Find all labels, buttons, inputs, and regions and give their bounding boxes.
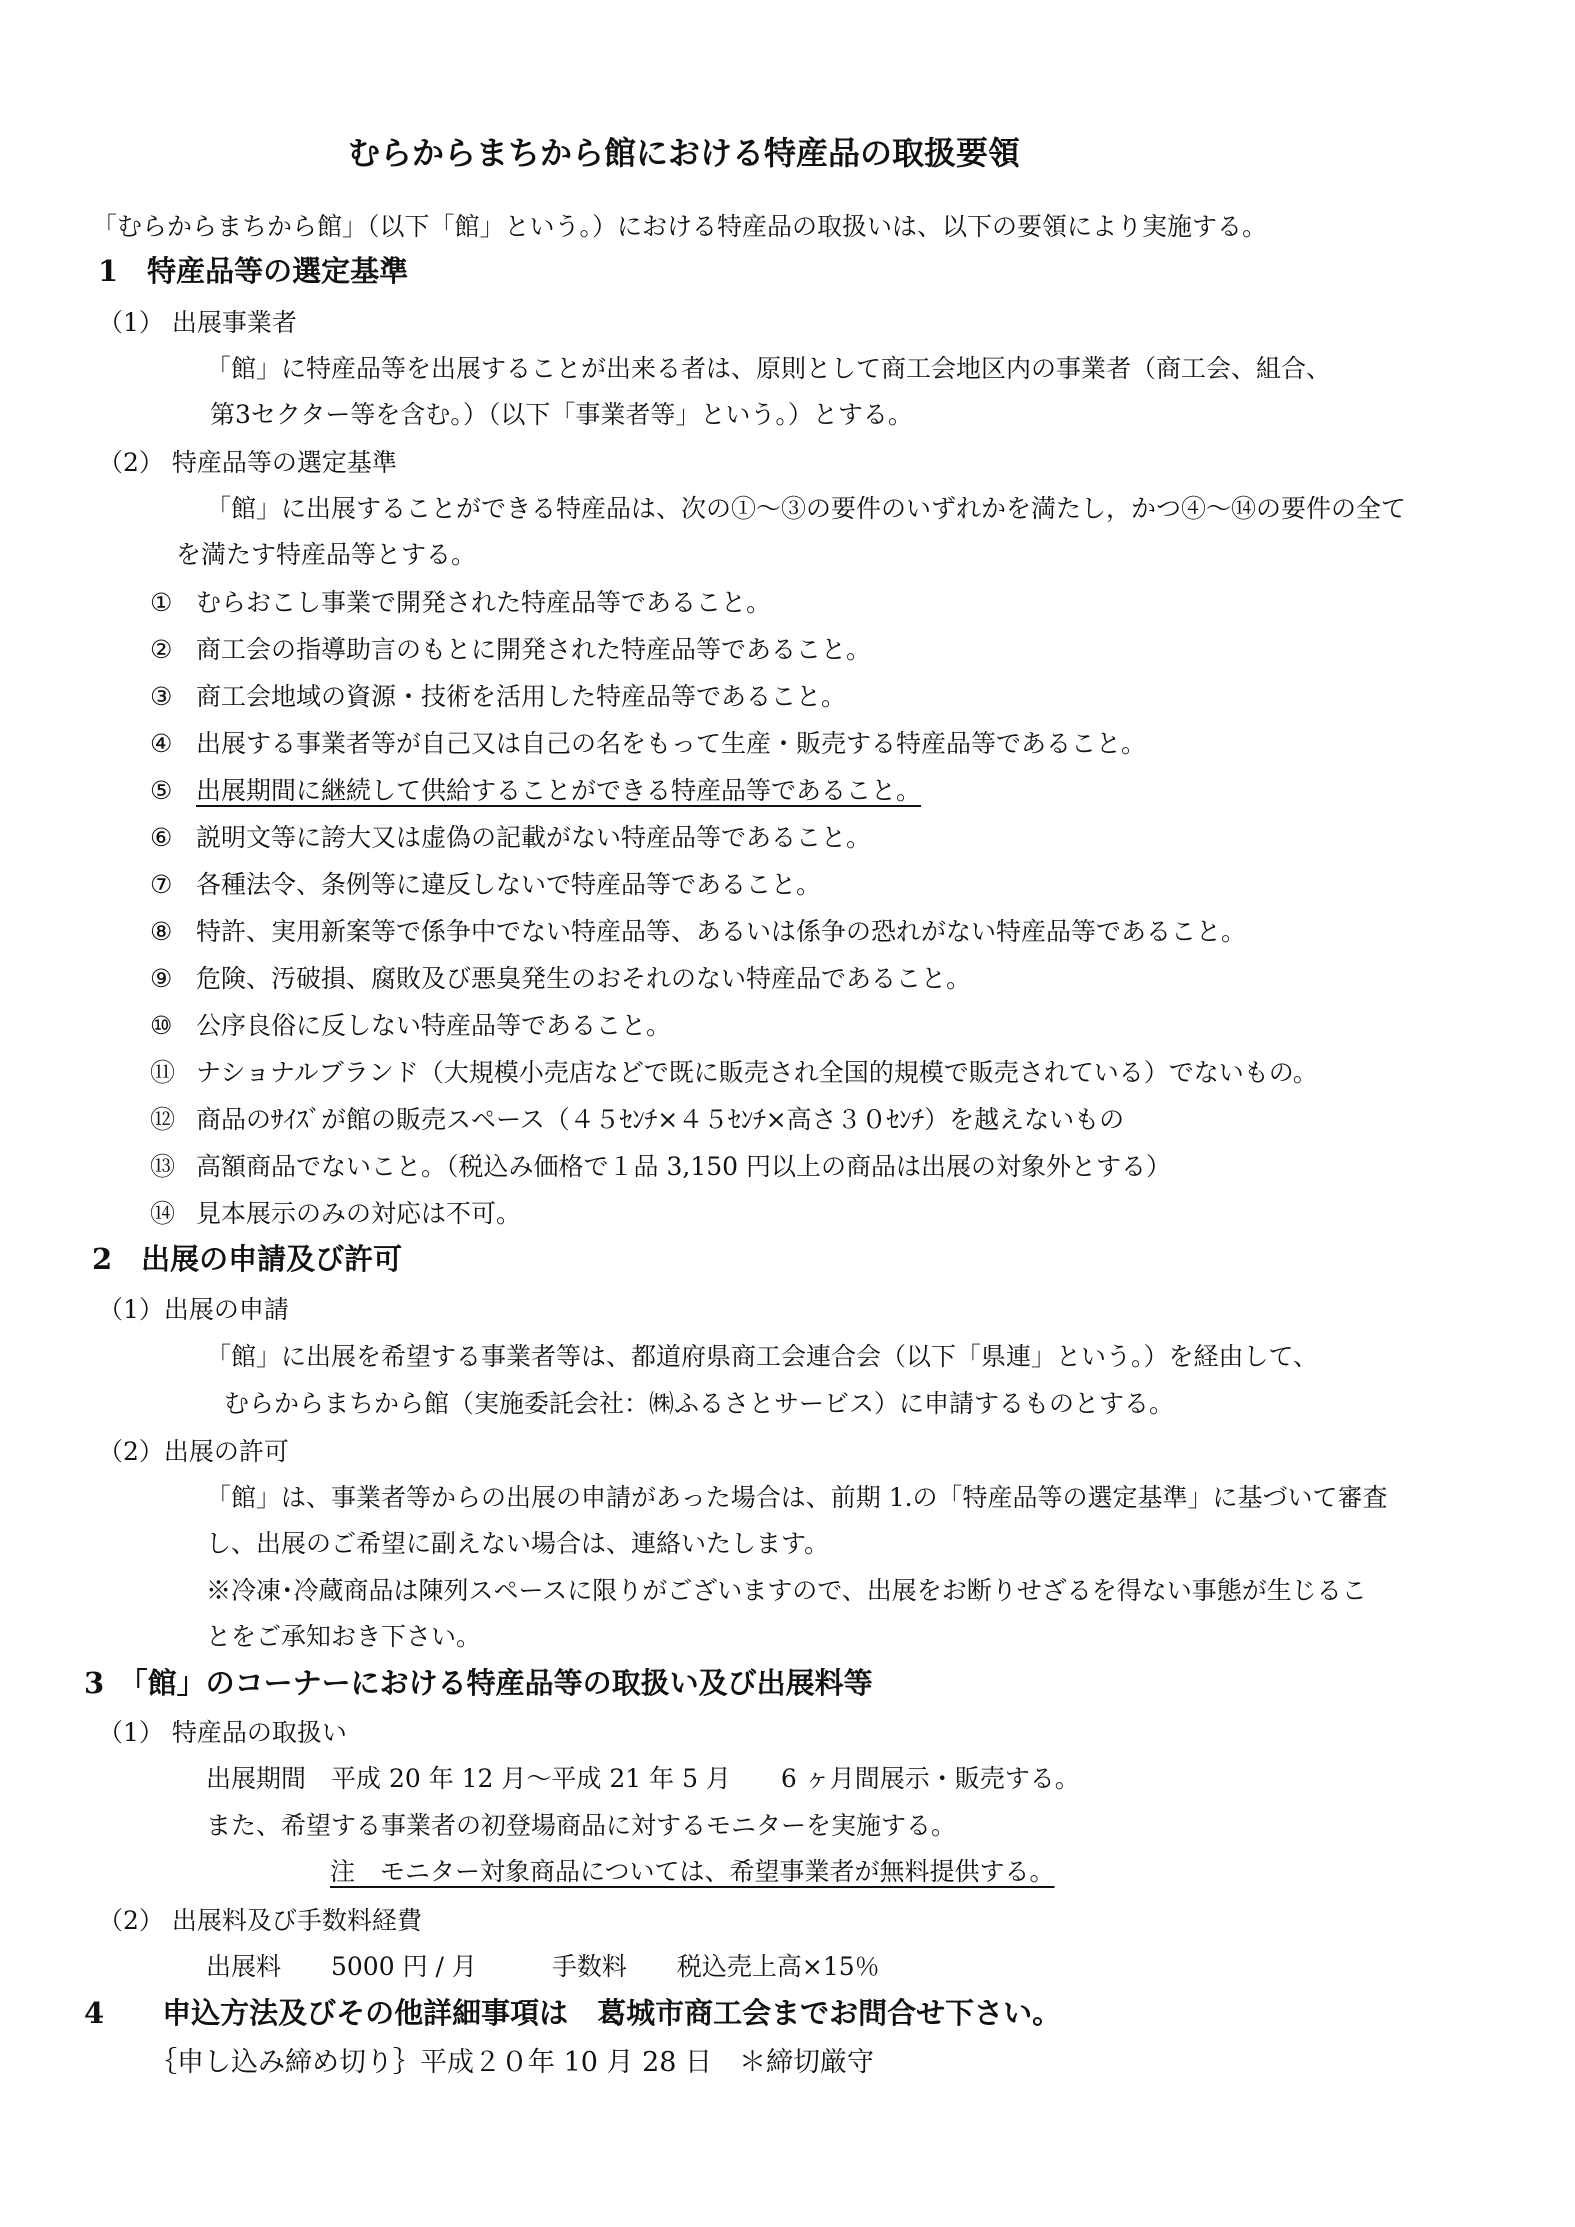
item-text: むらおこし事業で開発された特産品等であること。 bbox=[196, 588, 772, 617]
section-3-1-note: 注 モニター対象商品については、希望事業者が無料提供する。 bbox=[330, 1857, 1055, 1886]
section-2-2-note: ※冷凍･冷蔵商品は陳列スペースに限りがございますので、出展をお断りせざるを得ない事態が生じるこ bbox=[206, 1576, 1367, 1605]
item-number: ⑥ bbox=[150, 823, 173, 852]
item-number: ④ bbox=[150, 729, 173, 758]
section-2-1-text: むらからまちから館（実施委託会社：㈱ふるさとサービス）に申請するものとする。 bbox=[224, 1389, 1175, 1418]
item-number: ⑧ bbox=[150, 917, 173, 946]
item-text: 出展する事業者等が自己又は自己の名をもって生産・販売する特産品等であること。 bbox=[196, 729, 1147, 758]
section-3-heading: 3 「館」のコーナーにおける特産品等の取扱い及び出展料等 bbox=[84, 1666, 873, 1700]
section-2-2-text: 「館」は、事業者等からの出展の申請があった場合は、前期 1.の「特産品等の選定基準」に基づいて審査 bbox=[206, 1483, 1388, 1512]
section-1-heading: 1 特産品等の選定基準 bbox=[98, 254, 409, 288]
item-number: ① bbox=[150, 588, 173, 617]
section-1-2-label: （2） 特産品等の選定基準 bbox=[98, 448, 397, 477]
section-4-heading: 4 申込方法及びその他詳細事項は 葛城市商工会までお問合せ下さい。 bbox=[84, 1996, 1062, 2030]
section-2-heading: 2 出展の申請及び許可 bbox=[92, 1242, 403, 1276]
section-1-1-text: 「館」に特産品等を出展することが出来る者は、原則として商工会地区内の事業者（商工会、組合、 bbox=[206, 354, 1332, 383]
intro-paragraph: 「むらからまちから館」（以下「館」という。）における特産品の取扱いは、以下の要領により実施する。 bbox=[92, 212, 1268, 241]
list-item bbox=[150, 962, 971, 996]
section-2-1-text: 「館」に出展を希望する事業者等は、都道府県商工会連合会（以下「県連」という。）を経由して、 bbox=[206, 1342, 1319, 1371]
item-number: ② bbox=[150, 635, 173, 664]
item-text: 各種法令、条例等に違反しないで特産品等であること。 bbox=[196, 870, 822, 899]
list-item bbox=[150, 680, 846, 714]
section-3-2-text: 出展料 5000 円 / 月 手数料 税込売上高×15％ bbox=[206, 1952, 880, 1981]
item-number: ⑨ bbox=[150, 964, 173, 993]
item-number: ⑬ bbox=[150, 1152, 176, 1181]
list-item bbox=[150, 633, 871, 667]
item-number: ⑤ bbox=[150, 776, 173, 805]
section-2-2-note: とをご承知おき下さい。 bbox=[206, 1622, 482, 1651]
list-item bbox=[150, 1009, 671, 1043]
item-number: ⑭ bbox=[150, 1199, 176, 1228]
item-number: ⑫ bbox=[150, 1105, 176, 1134]
item-text: 公序良俗に反しない特産品等であること。 bbox=[196, 1011, 672, 1040]
item-number: ⑪ bbox=[150, 1058, 176, 1087]
item-number: ⑩ bbox=[150, 1011, 173, 1040]
item-number: ⑦ bbox=[150, 870, 173, 899]
page-title: むらからまちから館における特産品の取扱要領 bbox=[348, 134, 1021, 172]
item-text: 見本展示のみの対応は不可。 bbox=[196, 1199, 522, 1228]
list-item bbox=[150, 1150, 1171, 1184]
item-text: ナショナルブランド（大規模小売店などで既に販売され全国的規模で販売されている）でないもの。 bbox=[196, 1058, 1318, 1087]
list-item bbox=[150, 586, 771, 620]
item-text: 商工会の指導助言のもとに開発された特産品等であること。 bbox=[196, 635, 872, 664]
list-item bbox=[150, 774, 921, 808]
section-1-2-text: 「館」に出展することができる特産品は、次の①～③の要件のいずれかを満たし，かつ④～⑭の要件の全て bbox=[206, 494, 1407, 523]
item-text: 商工会地域の資源・技術を活用した特産品等であること。 bbox=[196, 682, 847, 711]
item-text: 出展期間に継続して供給することができる特産品等であること。 bbox=[196, 776, 922, 805]
list-item bbox=[150, 1056, 1318, 1090]
item-text: 商品のｻｲｽﾞが館の販売スペース（４５ｾﾝﾁ×４５ｾﾝﾁ×高さ３０ｾﾝﾁ）を越えないもの bbox=[196, 1105, 1125, 1134]
list-item bbox=[150, 868, 821, 902]
item-text: 高額商品でないこと。（税込み価格で１品 3,150 円以上の商品は出展の対象外とする） bbox=[196, 1152, 1171, 1181]
list-item bbox=[150, 821, 871, 855]
list-item bbox=[150, 727, 1146, 761]
section-2-1-label: （1）出展の申請 bbox=[98, 1295, 289, 1324]
section-2-2-text: し、出展のご希望に副えない場合は、連絡いたします。 bbox=[206, 1529, 830, 1558]
application-deadline: ｛申し込み締め切り｝平成２０年 10 月 28 日 ＊締切厳守 bbox=[150, 2047, 875, 2078]
list-item bbox=[150, 1197, 521, 1231]
section-1-1-label: （1） 出展事業者 bbox=[98, 308, 297, 337]
list-item bbox=[150, 915, 1246, 949]
item-text: 特許、実用新案等で係争中でない特産品等、あるいは係争の恐れがない特産品等であること。 bbox=[196, 917, 1247, 946]
item-text: 危険、汚破損、腐敗及び悪臭発生のおそれのない特産品であること。 bbox=[196, 964, 972, 993]
section-1-1-text: 第3セクター等を含む。）（以下「事業者等」という。）とする。 bbox=[210, 400, 913, 429]
section-2-2-label: （2）出展の許可 bbox=[98, 1437, 289, 1466]
section-3-1-label: （1） 特産品の取扱い bbox=[98, 1718, 347, 1747]
list-item bbox=[150, 1103, 1124, 1137]
section-3-1-text: 出展期間 平成 20 年 12 月～平成 21 年 5 月 6 ヶ月間展示・販売する。 bbox=[206, 1764, 1080, 1793]
section-3-2-label: （2） 出展料及び手数料経費 bbox=[98, 1906, 422, 1935]
item-number: ③ bbox=[150, 682, 173, 711]
item-text: 説明文等に誇大又は虚偽の記載がない特産品等であること。 bbox=[196, 823, 872, 852]
section-3-1-text: また、希望する事業者の初登場商品に対するモニターを実施する。 bbox=[206, 1811, 957, 1840]
section-1-2-text: を満たす特産品等とする。 bbox=[176, 540, 477, 569]
